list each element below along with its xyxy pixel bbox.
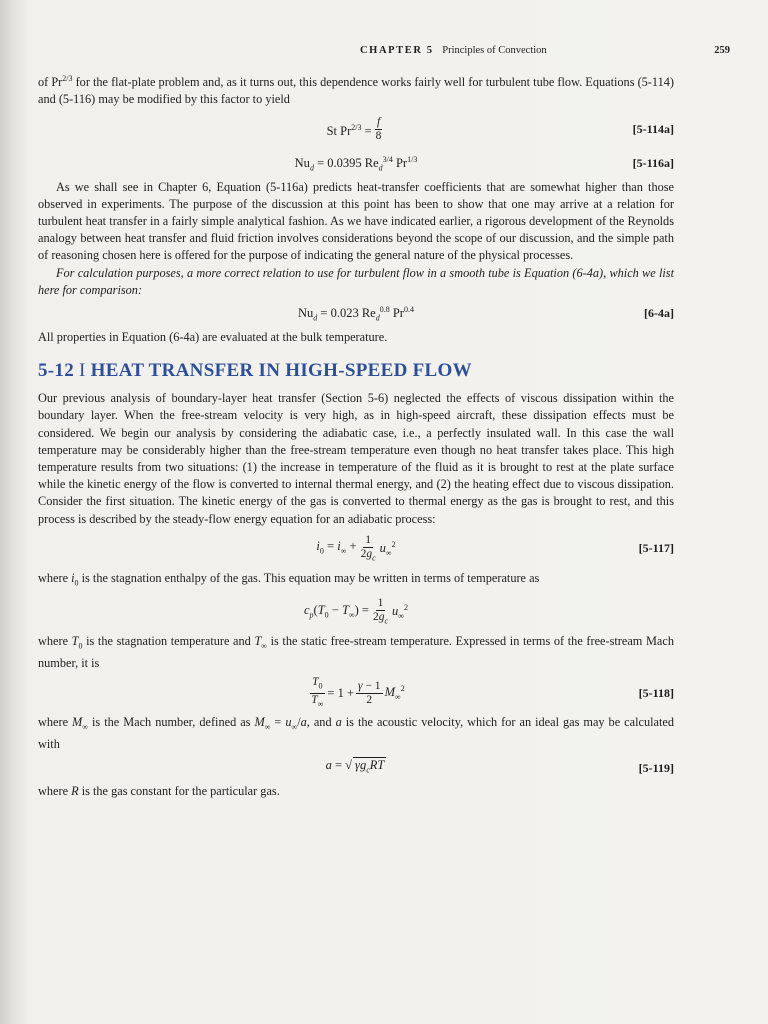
running-header — [360, 44, 730, 58]
paragraph-8: where $M_\infty$ is the Mach number, defined as $M_\infty = u_\infty/a$, and a is the acoustic velocity, which for an ideal gas may be calculated with — [38, 715, 674, 751]
equation-5-117: $i_0 = i_\infty$ + $\frac{1}{2g_c}$ $u_\infty^2$ [5-117] — [316, 533, 674, 562]
equation-cp: $c_p(T_0 - T_\infty)$ = $\frac{1}{2g_c}$ $u_\infty^2$ — [303, 597, 408, 626]
equation-5-118: $\frac{T_0}{T_\infty}$ = 1 + $\frac{\gamma - 1}{2}$ $M_\infty^2$ [5-118] — [311, 676, 674, 709]
section-title: HEAT TRANSFER IN HIGH-SPEED FLOW — [90, 360, 472, 382]
paragraph-6: where $i_0$ is the stagnation enthalpy of the gas. This equation may be written in terms of temperature as — [38, 570, 540, 588]
equation-number: [5-118] — [638, 685, 674, 700]
equation-5-114a: St $Pr^{2/3}$ = $\frac{f}{8}$ [5-114a] — [326, 116, 674, 142]
chapter-label: CHAPTER 5 — [360, 45, 434, 56]
paragraph-4: All properties in Equation (6-4a) are evaluated at the bulk temperature. — [38, 329, 388, 344]
equation-number: [5-119] — [638, 760, 674, 775]
chapter-title: Principles of Convection — [442, 45, 547, 56]
paragraph-7: where $T_0$ is the stagnation temperature and $T_\infty$ is the static free-stream temperature. Expressed in terms of the free-stream Mach number, it is — [38, 634, 674, 671]
paragraph-5: Our previous analysis of boundary-layer heat transfer (Section 5-6) neglected the effects of viscous dissipation within the boundary layer. When the free-stream velocity is very high, as in high-speed aircraft, these dissipation effects must be considered. We begin our analysis by considering the adiabatic case, i.e., a perfectly insulated wall. In this case the wall temperature may be considerably higher than the free-stream temperature even though no heat transfer takes place. This high temperature results from two situations: (1) the increase in temperature of the fluid as it is brought to rest at the plate surface while the kinetic energy of the flow is converted to internal thermal energy, and (2) the heating effect due to viscous dissipation. Consider the first situation. The kinetic energy of the gas is converted to thermal energy as the gas is brought to rest, and this process is described by the steady-flow energy equation for an adiabatic process: — [38, 391, 674, 526]
page-body — [38, 70, 674, 800]
equation-number: [5-114a] — [632, 121, 674, 136]
equation-5-119: a = √ $\gamma g_cRT$ [5-119] — [325, 758, 674, 775]
equation-5-116a: $Nu_d = 0.0395$ $Re_d^{3/4}$ $Pr^{1/3}$ [5-116a] — [294, 154, 674, 173]
paragraph-3: For calculation purposes, a more correct relation to use for turbulent flow in a smooth tube is Equation (6-4a), which we list here for comparison: — [38, 265, 674, 297]
page-number: 259 — [714, 45, 730, 56]
paragraph-1: of $Pr^{2/3}$ for the flat-plate problem and, as it turns out, this dependence works fairly well for turbulent tube flow. Equations (5-114) and (5-116) may be modified by this factor to yield — [38, 74, 674, 107]
section-number: 5-12 — [38, 360, 75, 382]
equation-6-4a: $Nu_d = 0.023$ $Re_d^{0.8}$ $Pr^{0.4}$ [6-4a] — [298, 304, 674, 323]
paragraph-2: As we shall see in Chapter 6, Equation (5-116a) predicts heat-transfer coefficients that are somewhat higher than those observed in experiments. The purpose of the discussion at this point has been to show that one may arrive at a relation for turbulent heat transfer in a fairly simple analytical fashion. As we have indicated earlier, a rigorous development of the Reynolds analogy between heat transfer and fluid friction involves considerations beyond the scope of our discussion, and the simple path of reasoning chosen here is offered for the purpose of indicating the general nature of the physical processes. — [38, 179, 674, 263]
section-separator: I — [79, 360, 86, 382]
equation-number: [5-116a] — [632, 155, 674, 170]
equation-number: [5-117] — [638, 541, 674, 556]
section-heading — [38, 360, 674, 382]
paragraph-9: where R is the gas constant for the particular gas. — [38, 784, 280, 799]
equation-number: [6-4a] — [644, 306, 674, 321]
